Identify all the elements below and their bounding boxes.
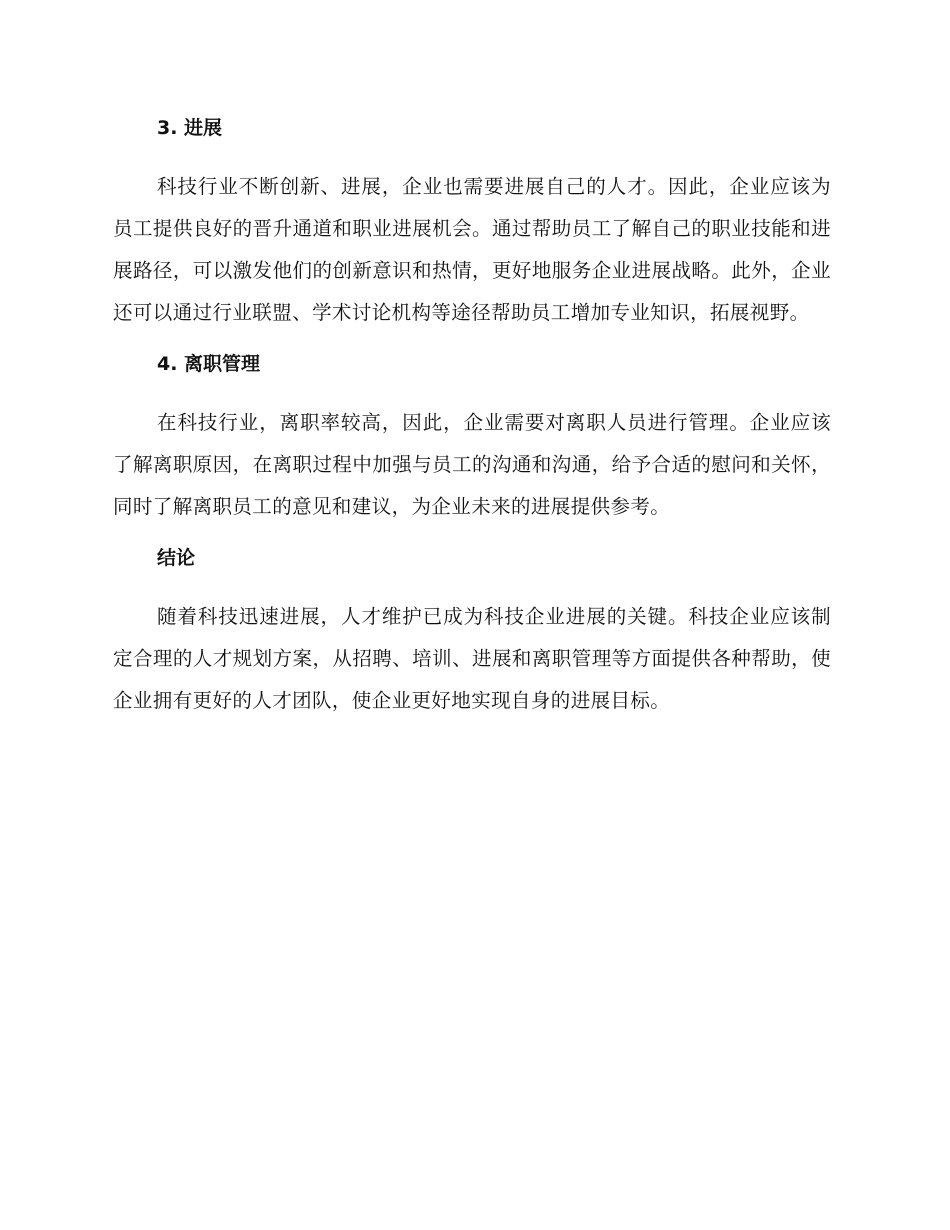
section-heading-resignation-management: 4. 离职管理 (157, 353, 261, 375)
section-paragraph-resignation-management: 在科技行业，离职率较高，因此，企业需要对离职人员进行管理。企业应该了解离职原因，在离职过程中加强与员工的沟通和沟通，给予合适的慰问和关怀，同时了解离职员工的意见和建议，为企业未来的进展提供参考。 (113, 411, 831, 518)
section-paragraph-development: 科技行业不断创新、进展，企业也需要进展自己的人才。因此，企业应该为员工提供良好的晋升通道和职业进展机会。通过帮助员工了解自己的职业技能和进展路径，可以激发他们的创新意识和热情，更好地服务企业进展战略。此外，企业还可以通过行业联盟、学术讨论机构等途径帮助员工增加专业知识，拓展视野。 (113, 175, 831, 324)
section-heading-conclusion: 结论 (157, 547, 196, 569)
document-body (113, 112, 831, 736)
section-heading-development: 3. 进展 (157, 117, 223, 139)
section-paragraph-conclusion: 随着科技迅速进展，人才维护已成为科技企业进展的关键。科技企业应该制定合理的人才规划方案，从招聘、培训、进展和离职管理等方面提供各种帮助，使企业拥有更好的人才团队，使企业更好地实现自身的进展目标。 (113, 605, 831, 712)
